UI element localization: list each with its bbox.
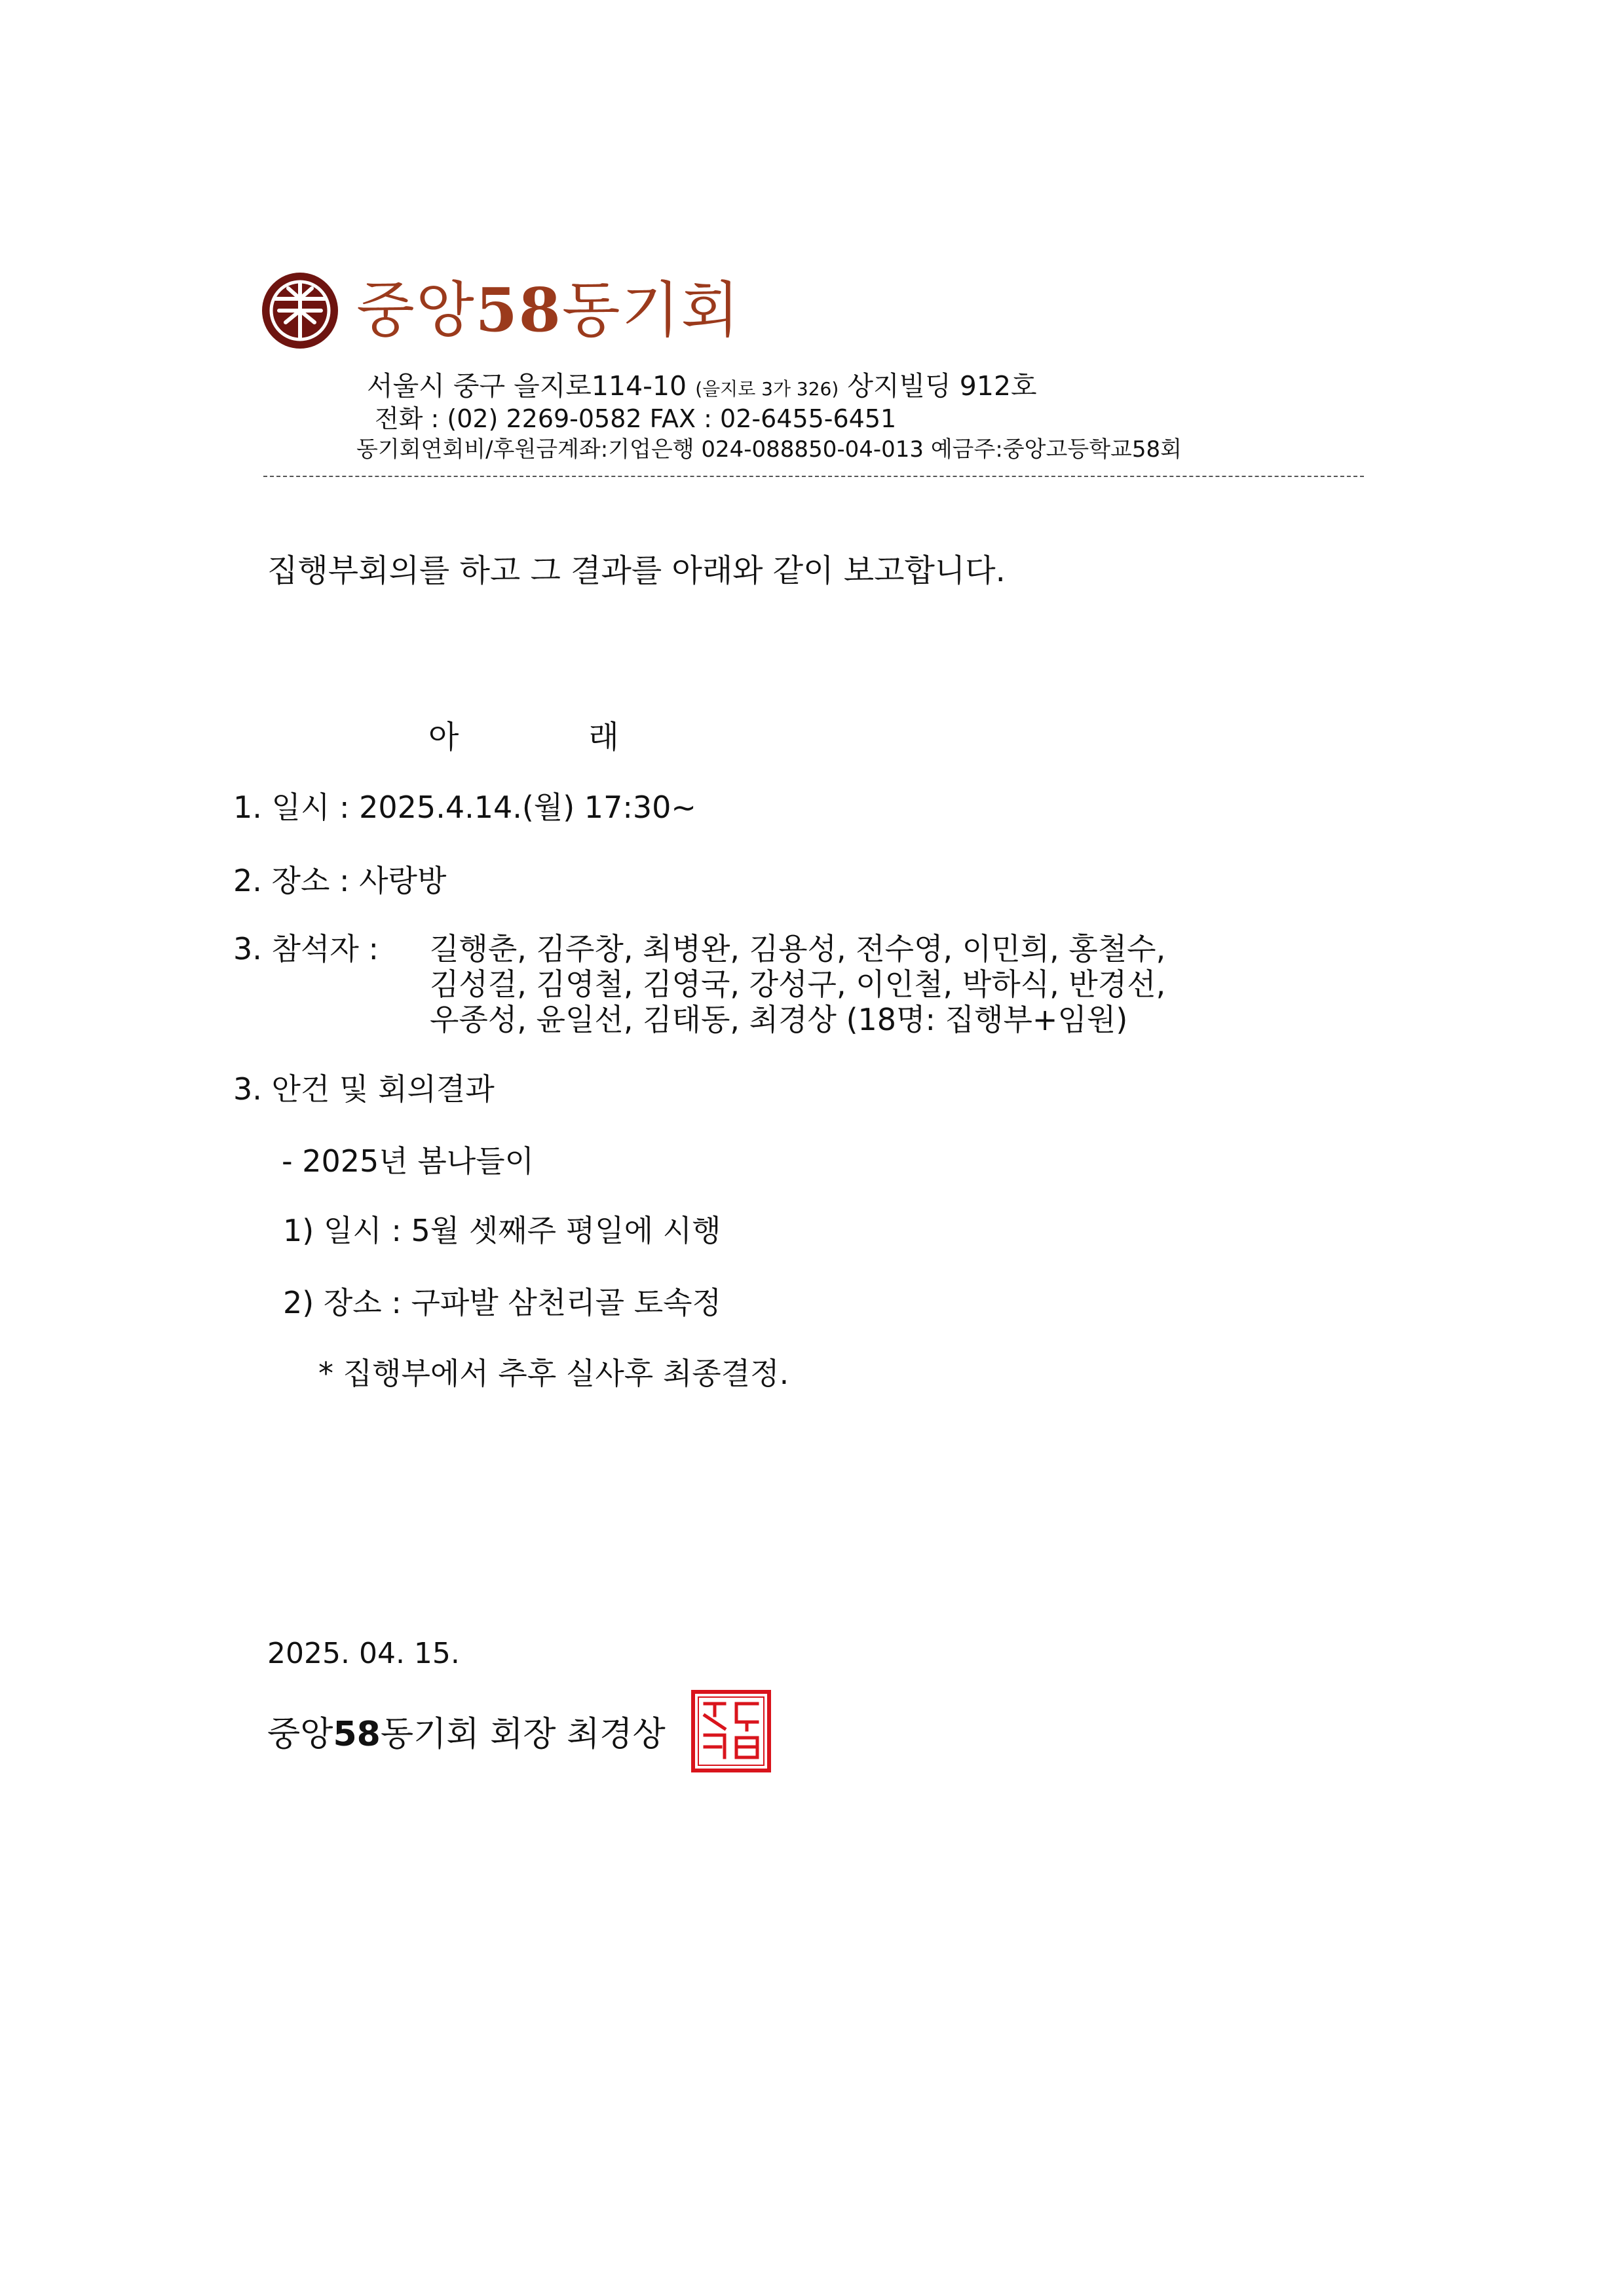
attendees-label: 3. 참석자 :: [233, 931, 379, 966]
org-logo-icon: [259, 270, 341, 351]
intro-sentence: 집행부회의를 하고 그 결과를 아래와 같이 보고합니다.: [267, 552, 1006, 589]
agenda-detail-place: 2) 장소 : 구파발 삼천리골 토속정: [283, 1285, 722, 1320]
meeting-date-item: 1. 일시 : 2025.4.14.(월) 17:30~: [233, 790, 696, 825]
red-seal-stamp-icon: [690, 1689, 772, 1773]
attendees-line: 김성걸, 김영철, 김영국, 강성구, 이인철, 박하식, 반경선,: [430, 966, 1166, 1002]
signer-line: 중앙58동기회 회장 최경상: [267, 1715, 666, 1754]
attendees-line: 길행춘, 김주창, 최병완, 김용성, 전수영, 이민희, 홍철수,: [430, 931, 1166, 966]
bank-account-line: 동기회연회비/후원금계좌:기업은행 024-088850-04-013 예금주:중앙고등학교58회: [356, 436, 1182, 463]
meeting-place-item: 2. 장소 : 사랑방: [233, 863, 447, 898]
agenda-detail-date: 1) 일시 : 5월 셋째주 평일에 시행: [283, 1213, 721, 1248]
section-heading: 아 래: [428, 719, 619, 756]
attendees-line: 우종성, 윤일선, 김태동, 최경상 (18명: 집행부+임원): [430, 1002, 1128, 1037]
address-line: 서울시 중구 을지로114-10 (을지로 3가 326) 상지빌딩 912호: [367, 370, 1037, 402]
letterhead-divider: [263, 476, 1364, 477]
agenda-heading: 3. 안건 및 회의결과: [233, 1071, 495, 1107]
document-date: 2025. 04. 15.: [267, 1637, 460, 1670]
phone-fax-line: 전화 : (02) 2269-0582 FAX : 02-6455-6451: [375, 404, 897, 433]
agenda-subject: - 2025년 봄나들이: [282, 1143, 535, 1179]
org-name: 중앙58동기회: [356, 275, 741, 345]
agenda-note: * 집행부에서 추후 실사후 최종결정.: [318, 1356, 789, 1391]
